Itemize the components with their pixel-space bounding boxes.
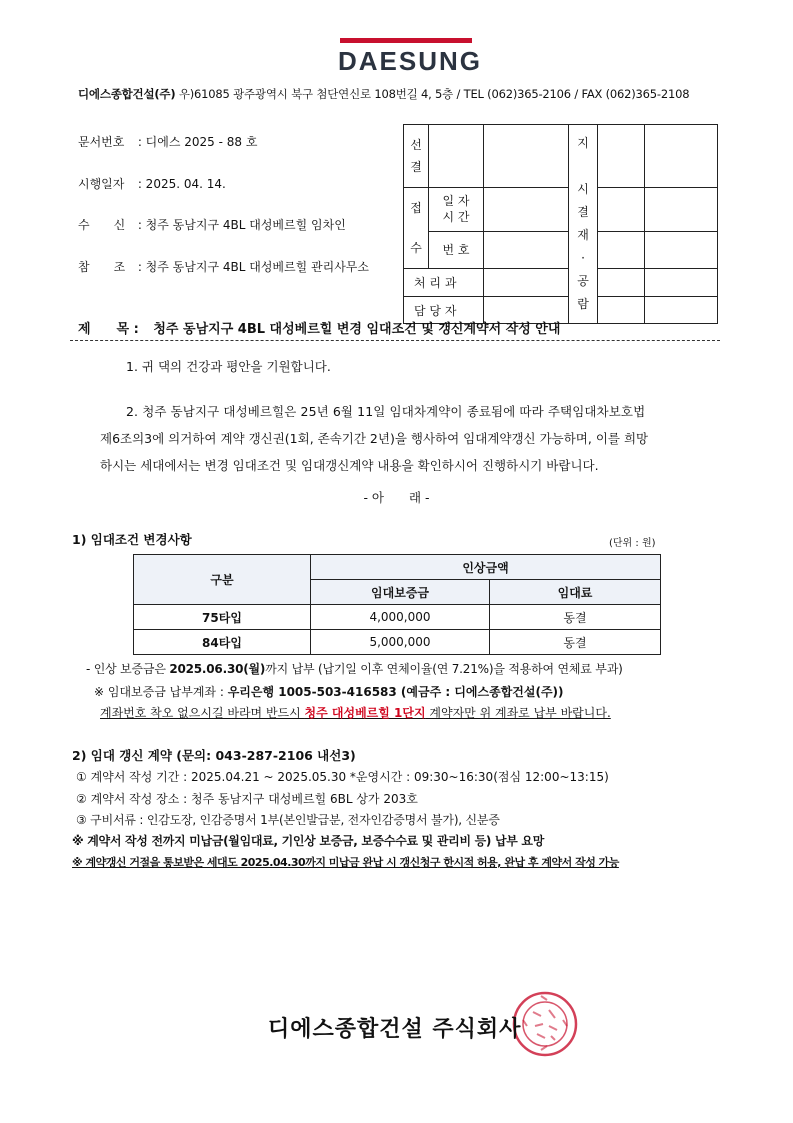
- logo-text: DAESUNG: [338, 46, 483, 76]
- subject-divider: [70, 340, 720, 341]
- paragraph-2-line-3: 하시는 세대에서는 변경 임대조건 및 임대갱신계약 내용을 확인하시어 진행하시기 바랍니다.: [100, 458, 599, 473]
- row-rent: 동결: [490, 605, 661, 630]
- account-note: ※ 임대보증금 납부계좌 : 우리은행 1005-503-416583 (예금주 : 디에스종합건설(주)): [94, 685, 564, 699]
- table-header-rent: 임대료: [490, 580, 661, 605]
- paragraph-2-line-2: 제6조의3에 의거하여 계약 갱신권(1회, 존속기간 2년)을 행사하여 임대계약갱신 가능하며, 이를 희망: [100, 431, 649, 446]
- approval-table: [403, 124, 718, 324]
- table-header-type: 구분: [134, 555, 311, 605]
- doc-number-value: : 디에스 2025 - 88 호: [137, 135, 258, 149]
- row-type: 84타입: [134, 630, 311, 655]
- table-row: [134, 605, 661, 630]
- logo-bar: [340, 38, 472, 43]
- section-2-title: 2) 임대 갱신 계약 (문의: 043-287-2106 내선3): [72, 748, 356, 763]
- recipient-label: 수 신: [78, 218, 126, 232]
- section-1-title: 1) 임대조건 변경사항: [72, 532, 192, 547]
- letterhead-address: 우)61085 광주광역시 북구 첨단연신로 108번길 4, 5층 / TEL (062)365-2106 / FAX (062)365-2108: [178, 87, 690, 101]
- footer-company-name: 디에스종합건설 주식회사: [268, 1017, 522, 1042]
- receipt-datetime-label: 일 자 시 간: [429, 188, 484, 232]
- reference-value: : 청주 동남지구 4BL 대성베르힐 관리사무소: [137, 260, 369, 274]
- instruction-cell: [598, 269, 645, 297]
- date-row: [78, 175, 226, 192]
- table-header-deposit: 임대보증금: [311, 580, 490, 605]
- approval-cell-label: 선 결: [404, 125, 429, 188]
- subject-label: 제 목 :: [78, 322, 139, 337]
- paragraph-1: 1. 귀 댁의 건강과 평안을 기원합니다.: [126, 359, 331, 374]
- processing-dept-label: 처 리 과: [404, 269, 484, 297]
- below-heading: - 아 래 -: [363, 490, 430, 505]
- rent-condition-table: [133, 554, 661, 655]
- recipient-row: [78, 216, 346, 233]
- doc-number-row: [78, 133, 257, 150]
- instruction-cell: [645, 125, 718, 188]
- reception-label-cell: 접 수: [404, 188, 429, 269]
- instruction-cell: [598, 231, 645, 268]
- row-type: 75타입: [134, 605, 311, 630]
- deposit-due-note: - 인상 보증금은 2025.06.30(월)까지 납부 (납기일 이후 연체이율(연 7.21%)을 적용하여 연체료 부과): [86, 662, 623, 676]
- date-value: : 2025. 04. 14.: [137, 177, 226, 191]
- receipt-datetime-value: [484, 188, 569, 232]
- subject-text: 청주 동남지구 4BL 대성베르힐 변경 임대조건 및 갱신계약서 작성 안내: [153, 322, 561, 337]
- subject-row: [78, 318, 560, 337]
- table-row: [134, 630, 661, 655]
- contract-period-item: ① 계약서 작성 기간 : 2025.04.21 ~ 2025.05.30 *운영시간 : 09:30~16:30(점심 12:00~13:15): [76, 770, 609, 784]
- instruction-label-cell: 지 시 결 재 · 공 람: [569, 125, 598, 324]
- date-label: 시행일자: [78, 177, 125, 191]
- approval-cell: [429, 125, 484, 188]
- row-rent: 동결: [490, 630, 661, 655]
- processing-dept-value: [484, 269, 569, 297]
- letterhead: [78, 86, 738, 102]
- unit-label: (단위 : 원): [609, 538, 656, 549]
- instruction-cell: [645, 269, 718, 297]
- approval-cell: [484, 125, 569, 188]
- recipient-value: : 청주 동남지구 4BL 대성베르힐 임차인: [137, 218, 346, 232]
- doc-number-label: 문서번호: [78, 135, 125, 149]
- instruction-cell: [645, 188, 718, 232]
- company-logo: [338, 38, 483, 76]
- instruction-cell: [598, 188, 645, 232]
- instruction-cell: [645, 297, 718, 324]
- receipt-number-value: [484, 231, 569, 268]
- instruction-cell: [598, 125, 645, 188]
- person-in-charge-label: 담 당 자: [404, 297, 484, 324]
- unpaid-warning-1: ※ 계약서 작성 전까지 미납금(월임대료, 기인상 보증금, 보증수수료 및 관리비 등) 납부 요망: [72, 834, 545, 848]
- required-documents-item: ③ 구비서류 : 인감도장, 인감증명서 1부(본인발급분, 전자인감증명서 불가), 신분증: [76, 813, 500, 827]
- receipt-number-label: 번 호: [429, 231, 484, 268]
- paragraph-2-line-1: 2. 청주 동남지구 대성베르힐은 25년 6월 11일 임대차계약이 종료됨에 따라 주택임대차보호법: [126, 404, 646, 419]
- reference-row: [78, 258, 369, 275]
- row-deposit: 4,000,000: [311, 605, 490, 630]
- instruction-cell: [645, 231, 718, 268]
- reference-label: 참 조: [78, 260, 126, 274]
- table-header-group: 인상금액: [311, 555, 661, 580]
- account-warning-note: 계좌번호 착오 없으시길 바라며 반드시 청주 대성베르힐 1단지 계약자만 위 계좌로 납부 바랍니다.: [100, 706, 611, 720]
- letterhead-company: 디에스종합건설(주): [78, 87, 176, 101]
- instruction-cell: [598, 297, 645, 324]
- row-deposit: 5,000,000: [311, 630, 490, 655]
- contract-place-item: ② 계약서 작성 장소 : 청주 동남지구 대성베르힐 6BL 상가 203호: [76, 792, 418, 806]
- unpaid-warning-2: ※ 계약갱신 거절을 통보받은 세대도 2025.04.30까지 미납금 완납 시 갱신청구 한시적 허용, 완납 후 계약서 작성 가능: [72, 856, 619, 869]
